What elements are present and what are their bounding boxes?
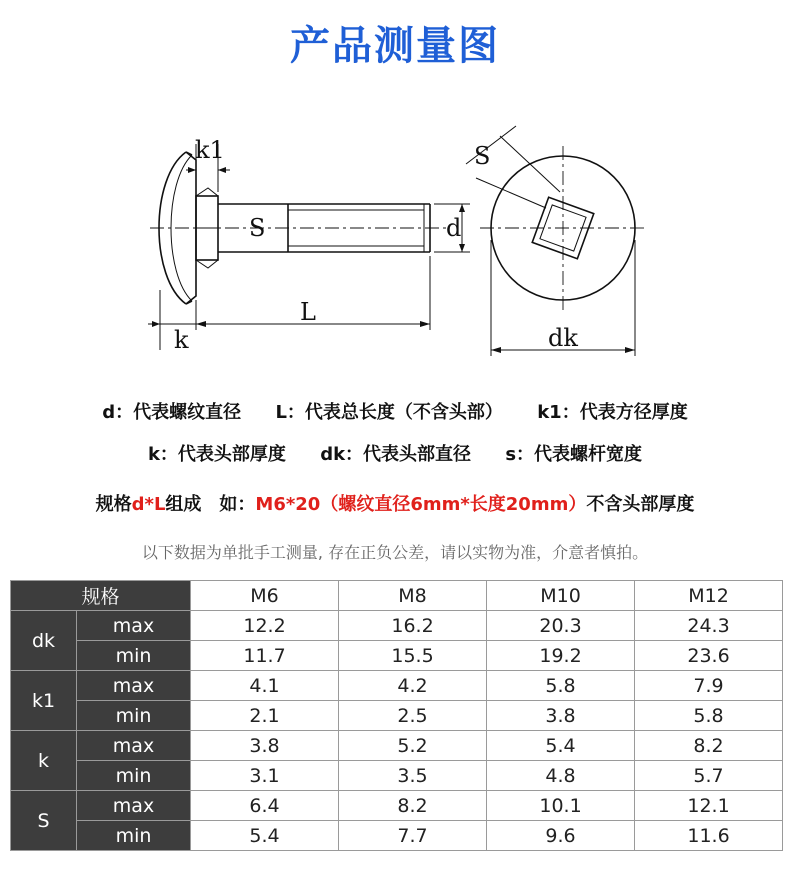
group-label-cell: dk [11,611,77,671]
legend-s: s：代表螺杆宽度 [505,444,643,465]
value-cell: 19.2 [487,641,635,671]
value-cell: 5.7 [635,761,783,791]
value-cell: 16.2 [339,611,487,641]
group-label-cell: S [11,791,77,851]
value-cell: 2.1 [191,701,339,731]
table-row [11,671,783,701]
value-cell: 12.1 [635,791,783,821]
value-cell: 20.3 [487,611,635,641]
value-cell: 5.8 [635,701,783,731]
header-size-cell: M12 [635,581,783,611]
value-cell: 8.2 [339,791,487,821]
value-cell: 7.9 [635,671,783,701]
value-cell: 11.6 [635,821,783,851]
value-cell: 5.2 [339,731,487,761]
page-title: 产品测量图 [290,23,500,69]
value-cell: 12.2 [191,611,339,641]
value-cell: 15.5 [339,641,487,671]
table-row [11,611,783,641]
value-cell: 23.6 [635,641,783,671]
spec-format-line: 规格d*L组成 如：M6*20（螺纹直径6mm*长度20mm）不含头部厚度 [95,494,695,515]
value-cell: 24.3 [635,611,783,641]
row-label-cell: min [77,701,191,731]
label-k1: k1 [195,136,225,164]
value-cell: 8.2 [635,731,783,761]
table-header-row [11,581,783,611]
header-size-cell: M8 [339,581,487,611]
group-label-cell: k [11,731,77,791]
legend-k1: k1：代表方径厚度 [537,402,688,423]
value-cell: 7.7 [339,821,487,851]
value-cell: 3.8 [487,701,635,731]
value-cell: 3.8 [191,731,339,761]
value-cell: 4.8 [487,761,635,791]
table-row [11,821,783,851]
row-label-cell: max [77,731,191,761]
row-label-cell: max [77,671,191,701]
row-label-cell: min [77,761,191,791]
value-cell: 5.4 [487,731,635,761]
value-cell: 3.1 [191,761,339,791]
value-cell: 4.2 [339,671,487,701]
row-label-cell: max [77,611,191,641]
row-label-cell: min [77,821,191,851]
label-s-top: S [474,142,491,170]
legend-k: k：代表头部厚度 [147,444,286,465]
value-cell: 4.1 [191,671,339,701]
table-row [11,641,783,671]
spec-table [10,580,783,851]
table-row [11,761,783,791]
tolerance-note: 以下数据为单批手工测量, 存在正负公差，请以实物为准，介意者慎拍。 [141,543,649,562]
label-d: d [446,214,462,242]
header-size-cell: M6 [191,581,339,611]
legend-l: L：代表总长度（不含头部） [275,402,503,423]
table-row [11,701,783,731]
bolt-drawing [0,100,790,380]
value-cell: 2.5 [339,701,487,731]
legend-line-2 [0,440,790,466]
value-cell: 10.1 [487,791,635,821]
label-l: L [300,298,316,326]
group-label-cell: k1 [11,671,77,731]
legend-d: d：代表螺纹直径 [102,402,242,423]
table-row [11,791,783,821]
row-label-cell: max [77,791,191,821]
row-label-cell: min [77,641,191,671]
label-dk: dk [548,324,578,352]
header-spec-cell: 规格 [11,581,191,611]
value-cell: 3.5 [339,761,487,791]
header-size-cell: M10 [487,581,635,611]
legend-dk: dk：代表头部直径 [320,444,472,465]
legend-line-1 [0,398,790,424]
label-k: k [174,326,189,354]
label-s-side: S [249,214,266,242]
value-cell: 11.7 [191,641,339,671]
value-cell: 5.4 [191,821,339,851]
value-cell: 6.4 [191,791,339,821]
value-cell: 5.8 [487,671,635,701]
table-row [11,731,783,761]
value-cell: 9.6 [487,821,635,851]
